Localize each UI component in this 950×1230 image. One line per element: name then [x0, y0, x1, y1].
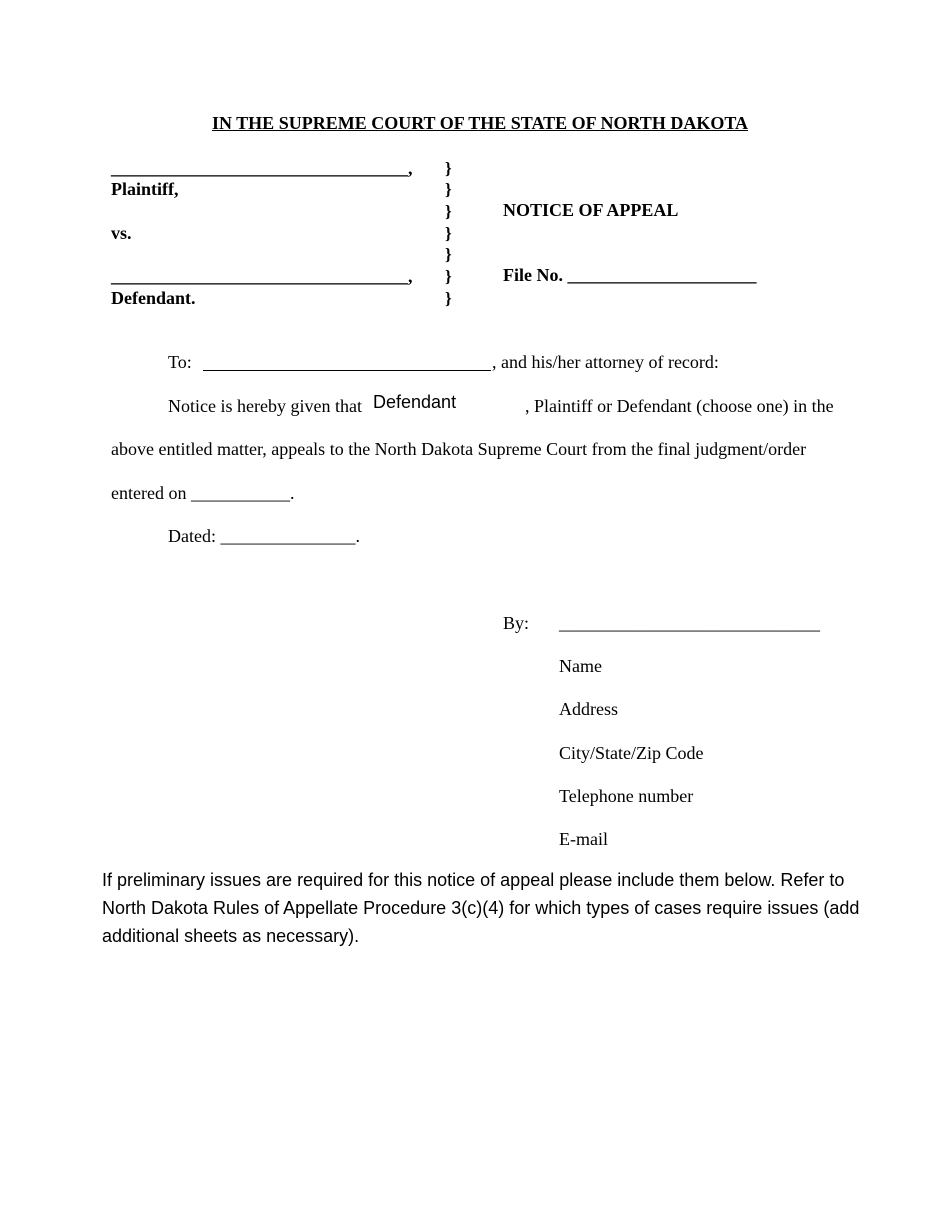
document-title: NOTICE OF APPEAL [503, 200, 679, 220]
file-no-label: File No. [503, 265, 563, 285]
notice-line-2: above entitled matter, appeals to the North Dakota Supreme Court from the final judgment/order [111, 439, 807, 459]
court-title: IN THE SUPREME COURT OF THE STATE OF NORTH DAKOTA [212, 113, 748, 133]
defendant-label: Defendant. [111, 288, 196, 308]
signature-line[interactable]: _____________________________ [559, 613, 820, 633]
entered-on-field[interactable]: entered on ___________. [111, 483, 295, 503]
caption-brace: } [445, 289, 452, 308]
signature-name: Name [559, 656, 602, 676]
caption-brace: } [445, 224, 452, 243]
file-no-blank[interactable]: _____________________ [567, 265, 757, 285]
caption-brace: } [445, 180, 452, 199]
notice-suffix: , Plaintiff or Defendant (choose one) in the [525, 396, 834, 416]
defendant-name-line[interactable]: _________________________________, [111, 266, 413, 286]
plaintiff-name-line[interactable]: _________________________________, [111, 158, 413, 178]
signature-address: Address [559, 699, 618, 719]
vs-label: vs. [111, 223, 132, 243]
signature-telephone: Telephone number [559, 786, 694, 806]
by-label: By: [503, 613, 530, 633]
signature-city-state-zip: City/State/Zip Code [559, 743, 704, 763]
signature-email: E-mail [559, 829, 608, 849]
caption-brace: } [445, 202, 452, 221]
caption-brace: } [445, 159, 452, 178]
plaintiff-label: Plaintiff, [111, 179, 179, 199]
to-suffix: , and his/her attorney of record: [492, 352, 719, 372]
caption-brace: } [445, 267, 452, 286]
dated-field[interactable]: Dated: _______________. [168, 526, 360, 546]
to-recipient-field[interactable] [203, 353, 491, 371]
notice-prefix: Notice is hereby given that [168, 396, 362, 416]
party-field[interactable]: Defendant [373, 392, 457, 412]
issues-instructions: If preliminary issues are required for this notice of appeal please include them below. Refer to North Dakota Rules of Appellate Procedure 3(c)(4) for which types of cases require issues (add additional sheets as necessary). [102, 870, 860, 946]
caption-brace: } [445, 245, 452, 264]
to-label: To: [168, 352, 192, 372]
file-no-field[interactable] [503, 265, 757, 286]
